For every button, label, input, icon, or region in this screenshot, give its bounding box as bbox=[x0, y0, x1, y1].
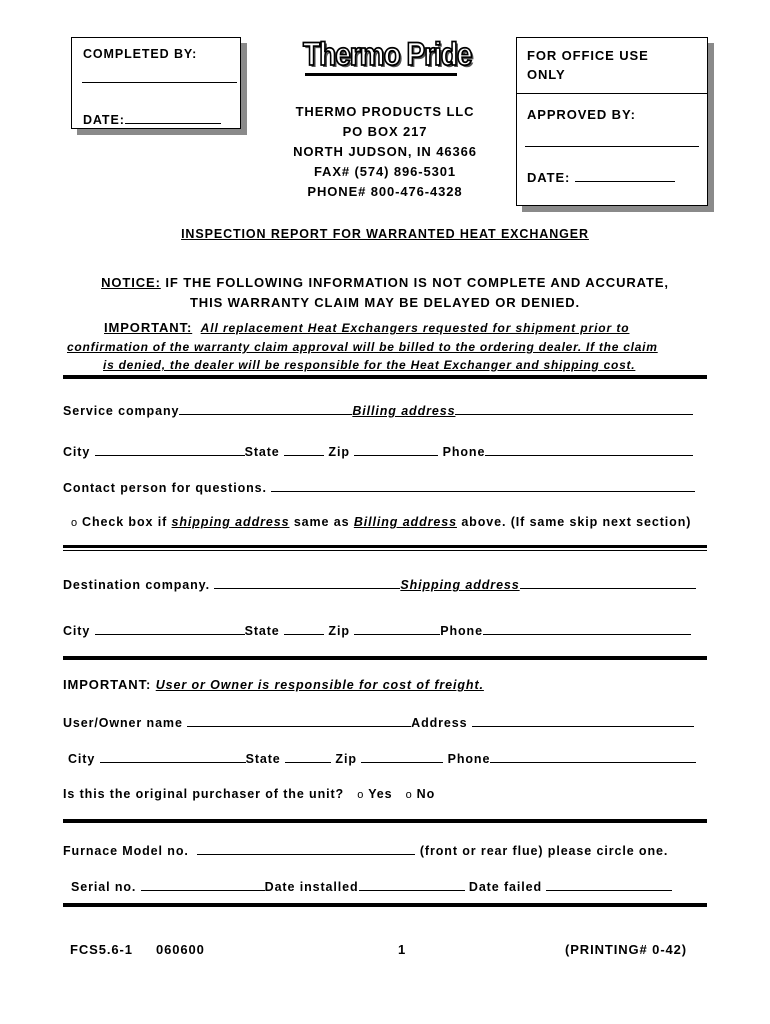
destination-company-field[interactable] bbox=[214, 576, 400, 589]
same-address-checkbox[interactable]: o bbox=[71, 517, 79, 529]
office-use-divider bbox=[517, 93, 707, 94]
date-failed-label: Date failed bbox=[468, 880, 543, 894]
no-checkbox[interactable]: o bbox=[405, 789, 413, 801]
logo-underline bbox=[305, 73, 457, 76]
completed-by-label: COMPLETED BY: bbox=[83, 47, 198, 61]
serial-label: Serial no. bbox=[71, 880, 137, 894]
contact-field[interactable] bbox=[271, 479, 695, 492]
office-date-field[interactable] bbox=[575, 169, 675, 182]
important-text1: All replacement Heat Exchangers requested for shipment prior to bbox=[200, 321, 630, 335]
page-number: 1 bbox=[398, 942, 407, 957]
owner-name-row bbox=[63, 714, 694, 730]
billing-address-field[interactable] bbox=[455, 402, 693, 415]
contact-label: Contact person for questions. bbox=[63, 481, 267, 495]
shipping-city-row bbox=[63, 622, 691, 638]
completed-by-box bbox=[71, 37, 241, 129]
shipping-address-label: Shipping address bbox=[400, 578, 520, 592]
owner-state-field[interactable] bbox=[285, 750, 331, 763]
thermo-pride-logo bbox=[303, 36, 472, 74]
owner-phone-field[interactable] bbox=[490, 750, 696, 763]
owner-state-label: State bbox=[245, 752, 281, 766]
completed-by-field[interactable] bbox=[82, 82, 237, 83]
same-address-row bbox=[71, 515, 691, 529]
company-city: NORTH JUDSON, IN 46366 bbox=[293, 144, 477, 159]
approved-by-label: APPROVED BY: bbox=[527, 107, 636, 122]
service-company-field[interactable] bbox=[179, 402, 352, 415]
shipping-phone-label: Phone bbox=[440, 624, 483, 638]
check-pre-text: Check box if bbox=[82, 515, 168, 529]
billing-zip-label: Zip bbox=[328, 445, 350, 459]
shipping-state-field[interactable] bbox=[284, 622, 324, 635]
furnace-model-label: Furnace Model no. bbox=[63, 844, 189, 858]
date-installed-label: Date installed bbox=[264, 880, 359, 894]
billing-divider bbox=[63, 545, 707, 551]
owner-important-row bbox=[63, 677, 484, 692]
owner-divider bbox=[63, 819, 707, 823]
printing-number: (PRINTING# 0-42) bbox=[565, 942, 688, 957]
date-label: DATE: bbox=[83, 113, 125, 127]
billing-state-label: State bbox=[244, 445, 280, 459]
owner-name-label: User/Owner name bbox=[63, 716, 183, 730]
important-line1 bbox=[104, 320, 629, 335]
company-fax: FAX# (574) 896-5301 bbox=[313, 164, 457, 179]
check-post-text: above. (If same skip next section) bbox=[461, 515, 692, 529]
owner-city-label: City bbox=[68, 752, 96, 766]
completed-date-field[interactable] bbox=[125, 111, 221, 124]
shipping-state-label: State bbox=[244, 624, 280, 638]
shipping-zip-field[interactable] bbox=[354, 622, 440, 635]
owner-zip-label: Zip bbox=[335, 752, 357, 766]
original-purchaser-question: Is this the original purchaser of the unit? bbox=[63, 787, 345, 801]
approved-by-field[interactable] bbox=[525, 146, 699, 147]
shipping-phone-field[interactable] bbox=[483, 622, 691, 635]
notice-label: NOTICE: bbox=[101, 275, 161, 290]
owner-address-field[interactable] bbox=[472, 714, 694, 727]
service-company-row bbox=[63, 402, 693, 418]
check-mid-text: same as bbox=[293, 515, 350, 529]
important-line3: is denied, the dealer will be responsible for the Heat Exchanger and shipping cost. bbox=[103, 358, 636, 372]
shipping-address-field[interactable] bbox=[520, 576, 696, 589]
billing-city-field[interactable] bbox=[95, 443, 245, 456]
destination-row bbox=[63, 576, 696, 592]
model-row bbox=[63, 842, 668, 858]
original-purchaser-row bbox=[63, 787, 435, 801]
billing-zip-field[interactable] bbox=[354, 443, 438, 456]
form-date-code: 060600 bbox=[156, 942, 205, 957]
yes-label: Yes bbox=[368, 787, 393, 801]
office-date-row bbox=[527, 169, 675, 185]
company-po-box: PO BOX 217 bbox=[342, 124, 428, 139]
owner-address-label: Address bbox=[411, 716, 468, 730]
date-installed-field[interactable] bbox=[359, 878, 465, 891]
owner-zip-field[interactable] bbox=[361, 750, 443, 763]
notice-line2: THIS WARRANTY CLAIM MAY BE DELAYED OR DENIED. bbox=[189, 295, 581, 310]
office-use-box bbox=[516, 37, 708, 206]
billing-state-field[interactable] bbox=[284, 443, 324, 456]
owner-city-row bbox=[68, 750, 696, 766]
report-title: INSPECTION REPORT FOR WARRANTED HEAT EXCHANGER bbox=[181, 227, 589, 241]
billing-city-label: City bbox=[63, 445, 91, 459]
owner-name-field[interactable] bbox=[187, 714, 411, 727]
form-number: FCS5.6-1 bbox=[70, 942, 133, 957]
important-line2: confirmation of the warranty claim approval will be billed to the ordering dealer. If the claim bbox=[67, 340, 658, 354]
office-date-label: DATE: bbox=[527, 170, 571, 185]
no-label: No bbox=[416, 787, 436, 801]
billing-address-label: Billing address bbox=[352, 404, 456, 418]
important-label: IMPORTANT: bbox=[104, 320, 193, 335]
check-shipping-text: shipping address bbox=[171, 515, 290, 529]
unit-divider bbox=[63, 903, 707, 907]
office-use-label: FOR OFFICE USE ONLY bbox=[527, 48, 649, 82]
serial-field[interactable] bbox=[141, 878, 265, 891]
shipping-city-field[interactable] bbox=[95, 622, 245, 635]
flue-text: (front or rear flue) please circle one. bbox=[419, 844, 669, 858]
furnace-model-field[interactable] bbox=[197, 842, 415, 855]
owner-phone-label: Phone bbox=[447, 752, 491, 766]
shipping-divider bbox=[63, 656, 707, 660]
notice-text1: IF THE FOLLOWING INFORMATION IS NOT COMPLETE AND ACCURATE, bbox=[165, 275, 669, 290]
billing-city-row bbox=[63, 443, 693, 459]
date-failed-field[interactable] bbox=[546, 878, 672, 891]
logo-text: Thermo Pride bbox=[303, 36, 472, 72]
billing-phone-label: Phone bbox=[442, 445, 486, 459]
completed-date-row bbox=[83, 111, 221, 127]
company-phone: PHONE# 800-476-4328 bbox=[307, 184, 463, 199]
check-billing-text: Billing address bbox=[353, 515, 457, 529]
billing-phone-field[interactable] bbox=[485, 443, 693, 456]
yes-checkbox[interactable]: o bbox=[357, 789, 365, 801]
shipping-zip-label: Zip bbox=[328, 624, 350, 638]
serial-row bbox=[71, 878, 672, 894]
owner-important-text: User or Owner is responsible for cost of freight. bbox=[155, 678, 484, 692]
shipping-city-label: City bbox=[63, 624, 91, 638]
destination-company-label: Destination company. bbox=[63, 578, 210, 592]
service-company-label: Service company bbox=[63, 404, 180, 418]
notice-divider bbox=[63, 375, 707, 379]
owner-city-field[interactable] bbox=[100, 750, 246, 763]
notice-line1 bbox=[0, 275, 770, 290]
company-name: THERMO PRODUCTS LLC bbox=[295, 104, 475, 119]
contact-row bbox=[63, 479, 695, 495]
owner-important-label: IMPORTANT: bbox=[63, 677, 152, 692]
